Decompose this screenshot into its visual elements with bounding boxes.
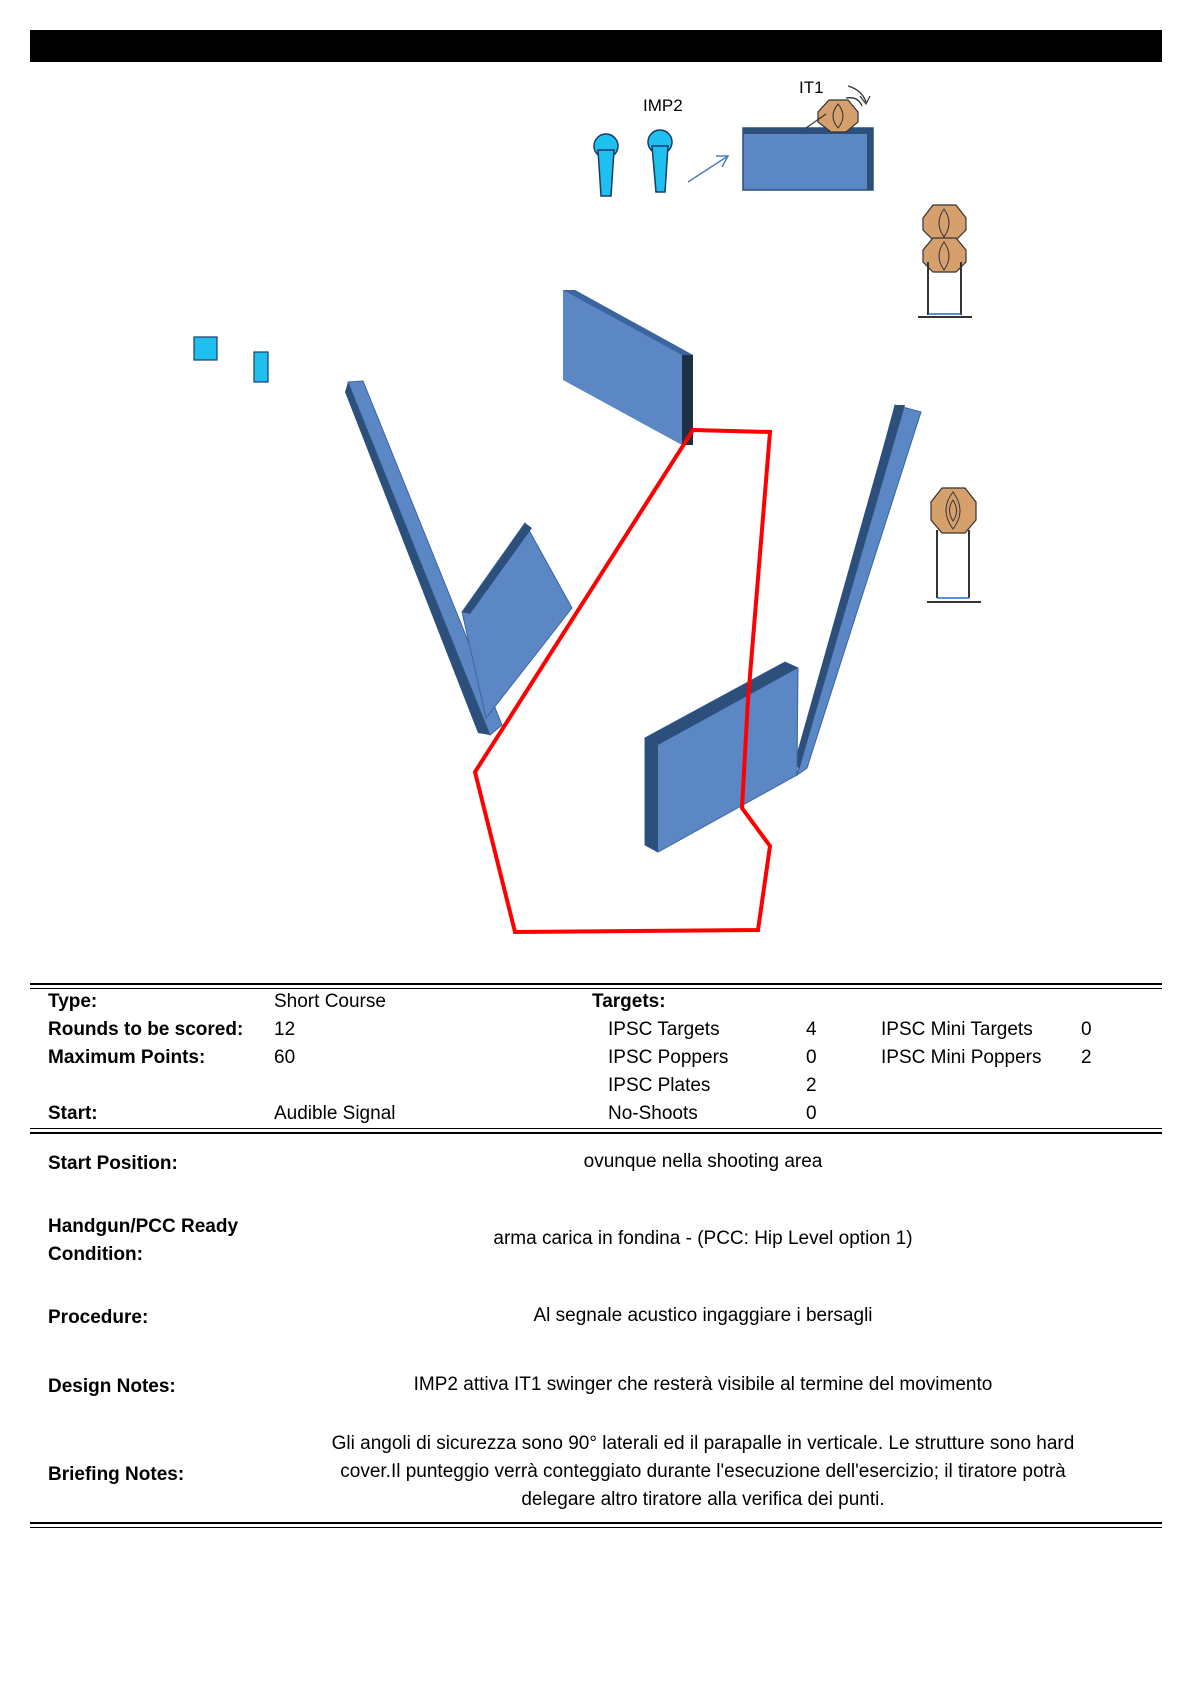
- mini-popper-2: [648, 130, 672, 192]
- rounds-value: 12: [274, 1019, 296, 1040]
- ipsc-poppers-value: 0: [806, 1047, 817, 1068]
- start-position-label: Start Position:: [48, 1153, 178, 1174]
- rule-mid-1: [30, 1128, 1162, 1129]
- targets-label: Targets:: [592, 991, 666, 1012]
- ipsc-plates-value: 2: [806, 1075, 817, 1096]
- shooting-area-fault-line: [475, 430, 770, 932]
- mini-targets-label: IPSC Mini Targets: [881, 1019, 1033, 1040]
- points-value: 60: [274, 1047, 296, 1068]
- ipsc-plates-label: IPSC Plates: [608, 1075, 711, 1096]
- wall-lower-right: [645, 662, 798, 852]
- rule-top-2: [30, 988, 1162, 989]
- it1-swinger-target: [806, 100, 858, 132]
- rule-top-1: [30, 983, 1162, 985]
- points-label: Maximum Points:: [48, 1047, 206, 1068]
- type-label: Type:: [48, 991, 98, 1012]
- rounds-label: Rounds to be scored:: [48, 1019, 244, 1040]
- briefing-notes-line-1: Gli angoli di sicurezza sono 90° laterali ed il parapalle in verticale. Le strutture sono hard: [331, 1433, 1075, 1454]
- no-shoots-label: No-Shoots: [608, 1103, 698, 1124]
- mini-popper-1: [594, 134, 618, 196]
- ipsc-target-stacked: [918, 205, 972, 317]
- design-notes-text: IMP2 attiva IT1 swinger che resterà visibile al termine del movimento: [413, 1374, 993, 1395]
- wall-top: [743, 128, 873, 190]
- rule-bottom-2: [30, 1527, 1162, 1528]
- no-shoots-value: 0: [806, 1103, 817, 1124]
- mini-poppers-value: 2: [1081, 1047, 1092, 1068]
- ipsc-targets-label: IPSC Targets: [608, 1019, 720, 1040]
- ready-condition-label-2: Condition:: [48, 1244, 143, 1265]
- wall-upper-center: [563, 290, 693, 445]
- ipsc-poppers-label: IPSC Poppers: [608, 1047, 729, 1068]
- it1-label: IT1: [799, 78, 824, 97]
- rule-mid-2: [30, 1132, 1162, 1134]
- ipsc-plate-1: [194, 337, 217, 360]
- mini-poppers-label: IPSC Mini Poppers: [881, 1047, 1042, 1068]
- design-notes-label: Design Notes:: [48, 1376, 176, 1397]
- wall-right-long: [795, 405, 921, 775]
- rule-bottom-1: [30, 1522, 1162, 1524]
- ipsc-target-right: [927, 488, 981, 602]
- briefing-notes-line-2: cover.Il punteggio verrà conteggiato durante l'esecuzione dell'esercizio; il tiratore potrà: [340, 1461, 1066, 1482]
- procedure-text: Al segnale acustico ingaggiare i bersagli: [533, 1305, 873, 1326]
- procedure-label: Procedure:: [48, 1307, 149, 1328]
- ready-condition-label-1: Handgun/PCC Ready: [48, 1216, 239, 1237]
- ipsc-targets-value: 4: [806, 1019, 817, 1040]
- activation-arrow: [688, 156, 728, 182]
- start-label: Start:: [48, 1103, 98, 1124]
- briefing-notes-line-3: delegare altro tiratore alla verifica dei punti.: [521, 1489, 885, 1510]
- ipsc-plate-2: [254, 352, 268, 382]
- start-value: Audible Signal: [274, 1103, 396, 1124]
- start-position-text: ovunque nella shooting area: [583, 1151, 823, 1172]
- briefing-notes-label: Briefing Notes:: [48, 1464, 185, 1485]
- type-value: Short Course: [274, 991, 386, 1012]
- imp2-label: IMP2: [643, 96, 683, 115]
- ready-condition-text: arma carica in fondina - (PCC: Hip Level option 1): [493, 1228, 913, 1249]
- mini-targets-value: 0: [1081, 1019, 1092, 1040]
- briefing-notes-text: [280, 1430, 1126, 1514]
